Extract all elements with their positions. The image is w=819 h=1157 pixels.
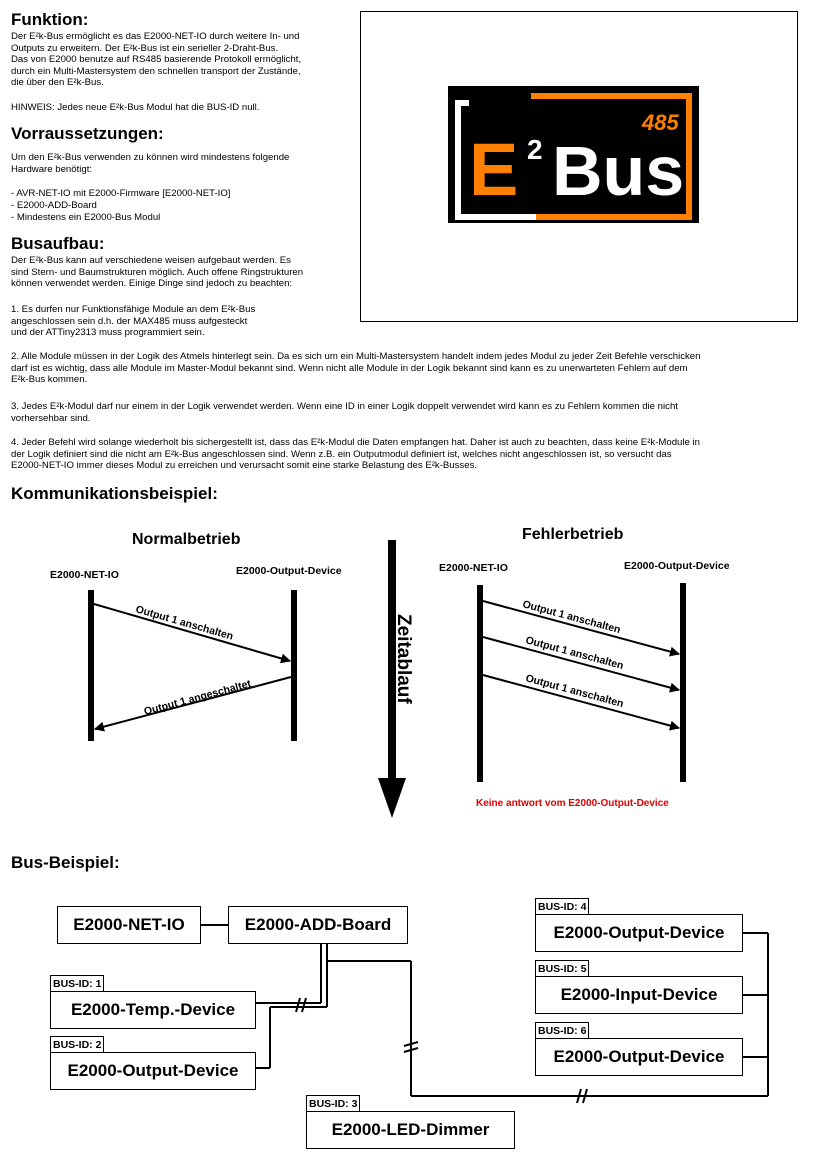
vorraussetzungen-text: Um den E²k-Bus verwenden zu können wird mindestens folgende Hardware benötigt: [11,152,290,175]
bus-id-label-1: BUS-ID: 1 [50,975,104,992]
fehler-right-label: E2000-Output-Device [624,560,730,572]
vorraussetzungen-item: - Mindestens ein E2000-Bus Modul [11,212,161,223]
bus-addboard-box: E2000-ADD-Board [228,906,408,944]
logo-tag: 485 [642,110,679,135]
normal-title: Normalbetrieb [132,531,241,548]
fehler-left-label: E2000-NET-IO [439,562,508,574]
bus-id-label-5: BUS-ID: 5 [535,960,589,977]
fehler-msg-2: Output 1 anschalten [524,634,625,673]
normal-msg-2: Output 1 angeschaltet [142,677,253,718]
bus-id-label-4: BUS-ID: 4 [535,898,589,915]
busaufbau-point-2: 2. Alle Module müssen in der Logik des Atmels hinterlegt sein. Da es sich um ein Multi-Mastersystem handelt indem jedes Modul zu jeder Zeit Befehle verschicken darf ist es wichtig, dass alle Module im Master-Modul bekannt sind. Wenn nicht alle Module in der Logik bekannt sind kann es zu unerwarteten Fehlern auf dem E²k-Bus kommen. [11,351,701,386]
vorraussetzungen-item: - E2000-ADD-Board [11,200,97,211]
normal-left-label: E2000-NET-IO [50,569,119,581]
bus-device-5: E2000-Input-Device [535,976,743,1014]
bus-device-4: E2000-Output-Device [535,914,743,952]
time-arrow-head [378,778,406,818]
bus-device-1: E2000-Temp.-Device [50,991,256,1029]
funktion-hinweis: HINWEIS: Jedes neue E²k-Bus Modul hat die BUS-ID null. [11,102,260,113]
fehler-error-text: Keine antwort vom E2000-Output-Device [476,798,669,809]
fehler-msg-arrow-1 [483,601,679,654]
fehler-title: Fehlerbetrieb [522,526,624,543]
busaufbau-title: Busaufbau: [11,234,105,253]
bus-netio-box: E2000-NET-IO [57,906,201,944]
bus-device-2: E2000-Output-Device [50,1052,256,1090]
normal-right-label: E2000-Output-Device [236,565,342,577]
logo-bus: Bus [552,132,685,210]
normal-msg-1: Output 1 anschalten [134,603,235,643]
kommunikation-title: Kommunikationsbeispiel: [11,484,218,503]
busaufbau-point-1: 1. Es durfen nur Funktionsfähige Module an dem E²k-Bus angeschlossen sein d.h. der MAX485 muss aufgesteckt und der ATTiny2313 muss programmiert sein. [11,304,256,339]
bus-device-3: E2000-LED-Dimmer [306,1111,515,1149]
bus-id-label-3: BUS-ID: 3 [306,1095,360,1112]
normal-msg-arrow-1 [94,604,290,661]
busaufbau-point-3: 3. Jedes E²k-Modul darf nur einem in der Logik verwendet werden. Wenn eine ID in einer Logik doppelt verwendet wird kann es zu Fehlern kommen die nicht vorhersehbar sind. [11,401,678,424]
busaufbau-point-4: 4. Jeder Befehl wird solange wiederholt bis sichergestellt ist, dass das E²k-Modul die Daten empfangen hat. Daher ist auch zu beachten, dass keine E²k-Module in der Logik definiert sind die nicht am E²k-Bus angeschlossen sind. Wenn z.B. ein Outputmodul definiert ist, welches nicht angeschlossen ist, so versucht das E2000-NET-IO immer dieses Modul zu erreichen und verursacht somit eine starke Belastung des E²k-Busses. [11,437,700,472]
funktion-text: Der E²k-Bus ermöglicht es das E2000-NET-IO durch weitere In- und Outputs zu erweitern. Der E²k-Bus ist ein serieller 2-Draht-Bus. Das von E2000 benutze auf RS485 basierende Protokoll ermöglicht, durch ein Multi-Mastersystem den schnellen transport der Zustände, die über den E²k-Bus. [11,31,302,89]
time-label: Zeitablauf [393,614,414,704]
fehler-msg-1: Output 1 anschalten [521,598,622,637]
funktion-title: Funktion: [11,10,89,29]
busaufbau-text: Der E²k-Bus kann auf verschiedene weisen aufgebaut werden. Es sind Stern- und Baumstrukturen möglich. Auch offene Ringstrukturen können verwendet werden. Einige Dinge sind jedoch zu beachten: [11,255,304,290]
bus-id-label-6: BUS-ID: 6 [535,1022,589,1039]
bus-title: Bus-Beispiel: [11,853,120,872]
logo-sup: 2 [527,134,543,165]
vorraussetzungen-title: Vorraussetzungen: [11,124,164,143]
vorraussetzungen-item: - AVR-NET-IO mit E2000-Firmware [E2000-NET-IO] [11,188,231,199]
logo-e: E [469,128,519,211]
bus-device-6: E2000-Output-Device [535,1038,743,1076]
fehler-msg-3: Output 1 anschalten [524,672,625,711]
bus-id-label-2: BUS-ID: 2 [50,1036,104,1053]
